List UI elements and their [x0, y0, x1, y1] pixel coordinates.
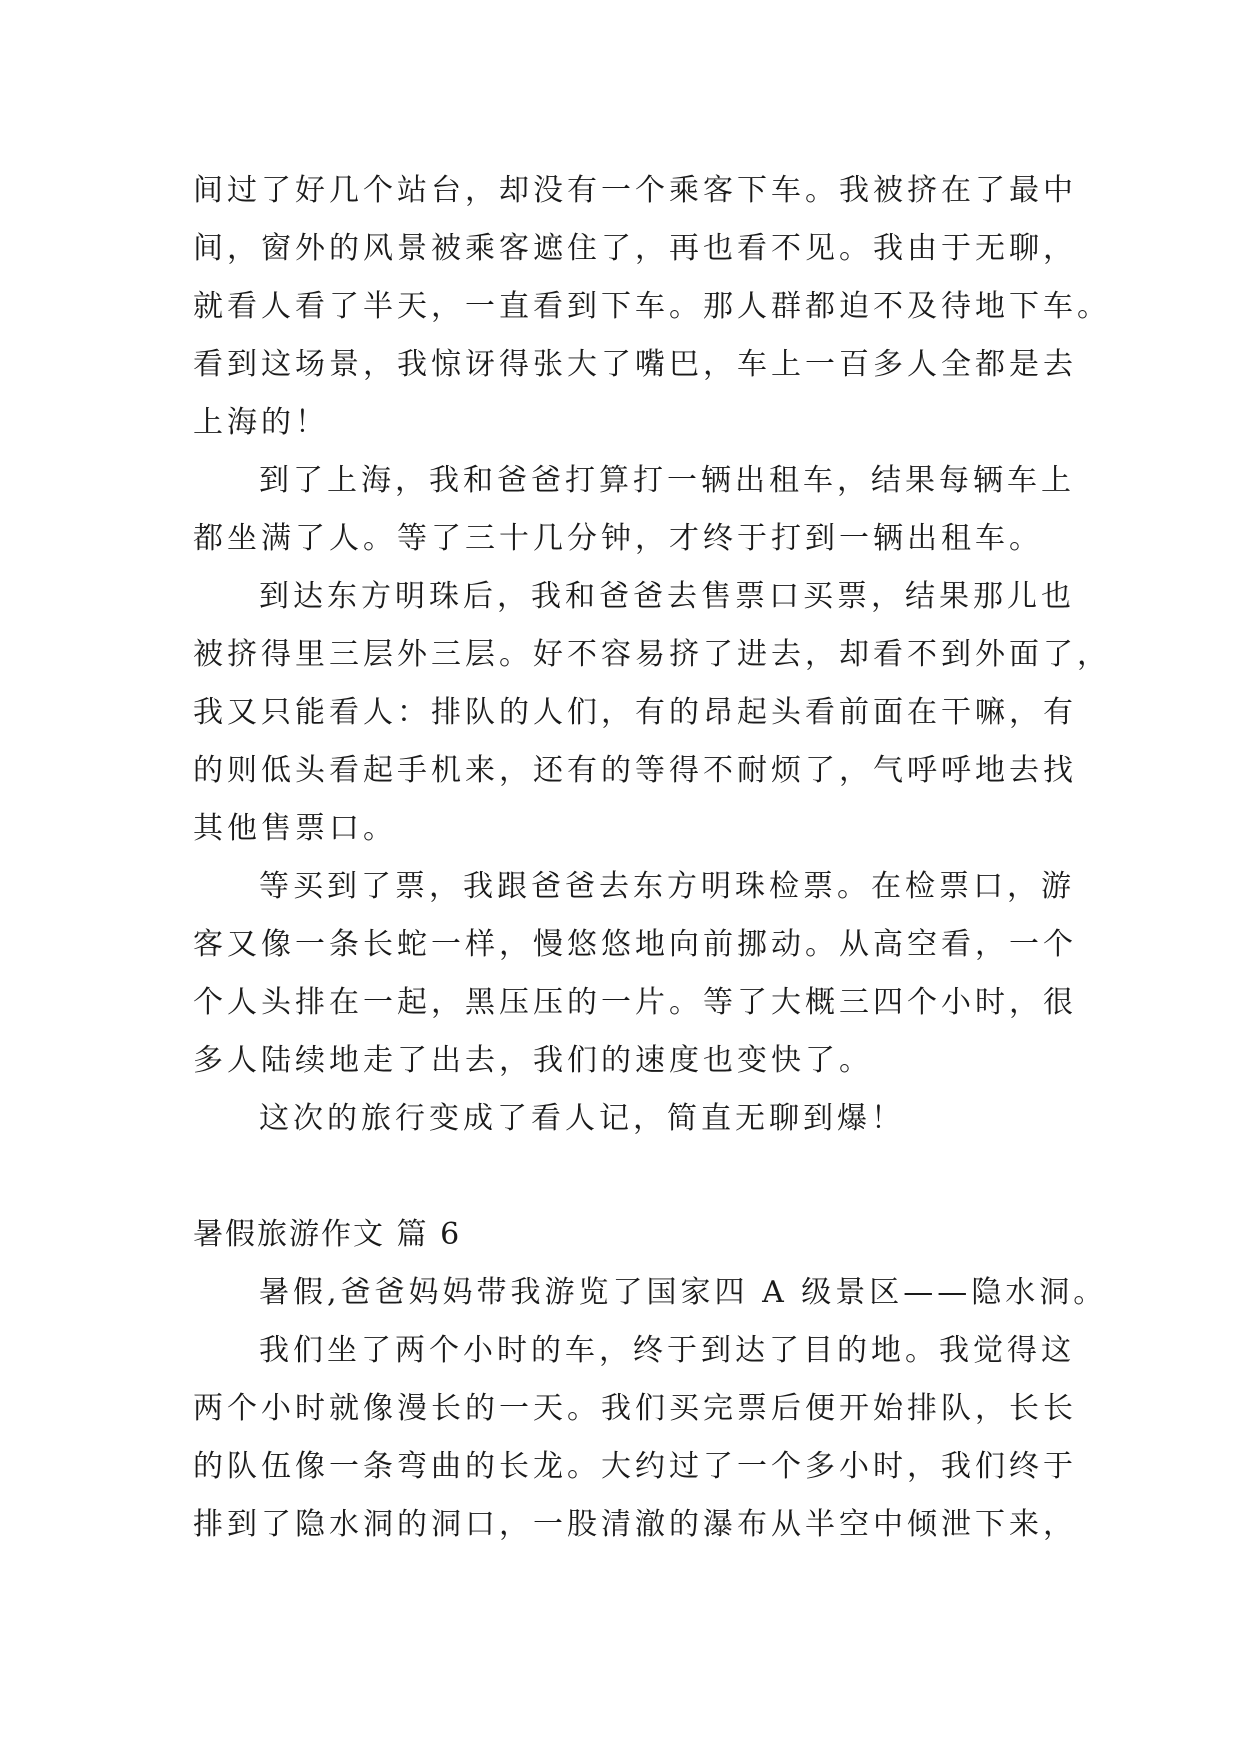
text-line: 的则低头看起手机来，还有的等得不耐烦了，气呼呼地去找: [193, 753, 1077, 788]
text-line: 多人陆续地走了出去，我们的速度也变快了。: [193, 1043, 873, 1078]
text-line: 到达东方明珠后，我和爸爸去售票口买票，结果那儿也: [259, 579, 1075, 614]
text-line: 都坐满了人。等了三十几分钟，才终于打到一辆出租车。: [193, 521, 1043, 556]
paragraph: [193, 162, 1111, 452]
section-gap: [193, 1148, 1073, 1206]
text-line: 其他售票口。: [193, 811, 397, 846]
text-line: 暑假,爸爸妈妈带我游览了国家四 A 级景区——隐水洞。: [259, 1275, 1108, 1310]
text-line: 我们坐了两个小时的车，终于到达了目的地。我觉得这: [259, 1333, 1075, 1368]
section-heading: 暑假旅游作文 篇 6: [193, 1217, 462, 1252]
text-line: 排到了隐水洞的洞口，一股清澈的瀑布从半空中倾泄下来，: [193, 1507, 1077, 1542]
text-line: 个人头排在一起，黑压压的一片。等了大概三四个小时，很: [193, 985, 1077, 1020]
text-line: 看到这场景，我惊讶得张大了嘴巴，车上一百多人全都是去: [193, 347, 1077, 382]
text-line: 上海的！: [193, 405, 329, 440]
text-line: 被挤得里三层外三层。好不容易挤了进去，却看不到外面了，: [193, 637, 1111, 672]
text-line: 到了上海，我和爸爸打算打一辆出租车，结果每辆车上: [259, 463, 1075, 498]
text-line: 我又只能看人：排队的人们，有的昂起头看前面在干嘛，有: [193, 695, 1077, 730]
paragraph: [193, 1090, 1073, 1148]
document-page: [193, 162, 1111, 1554]
text-line: 客又像一条长蛇一样，慢悠悠地向前挪动。从高空看，一个: [193, 927, 1077, 962]
paragraph: [193, 1264, 1108, 1322]
text-line: 就看人看了半天，一直看到下车。那人群都迫不及待地下车。: [193, 289, 1111, 324]
text-line: 两个小时就像漫长的一天。我们买完票后便开始排队，长长: [193, 1391, 1077, 1426]
text-line: 这次的旅行变成了看人记，简直无聊到爆！: [259, 1101, 905, 1136]
paragraph: [193, 1322, 1077, 1554]
paragraph: [193, 452, 1073, 568]
text-line: 间过了好几个站台，却没有一个乘客下车。我被挤在了最中: [193, 173, 1077, 208]
paragraph: [193, 568, 1111, 858]
text-line: 等买到了票，我跟爸爸去东方明珠检票。在检票口，游: [259, 869, 1075, 904]
text-line: 间，窗外的风景被乘客遮住了，再也看不见。我由于无聊，: [193, 231, 1077, 266]
text-line: 的队伍像一条弯曲的长龙。大约过了一个多小时，我们终于: [193, 1449, 1077, 1484]
paragraph: [193, 858, 1077, 1090]
